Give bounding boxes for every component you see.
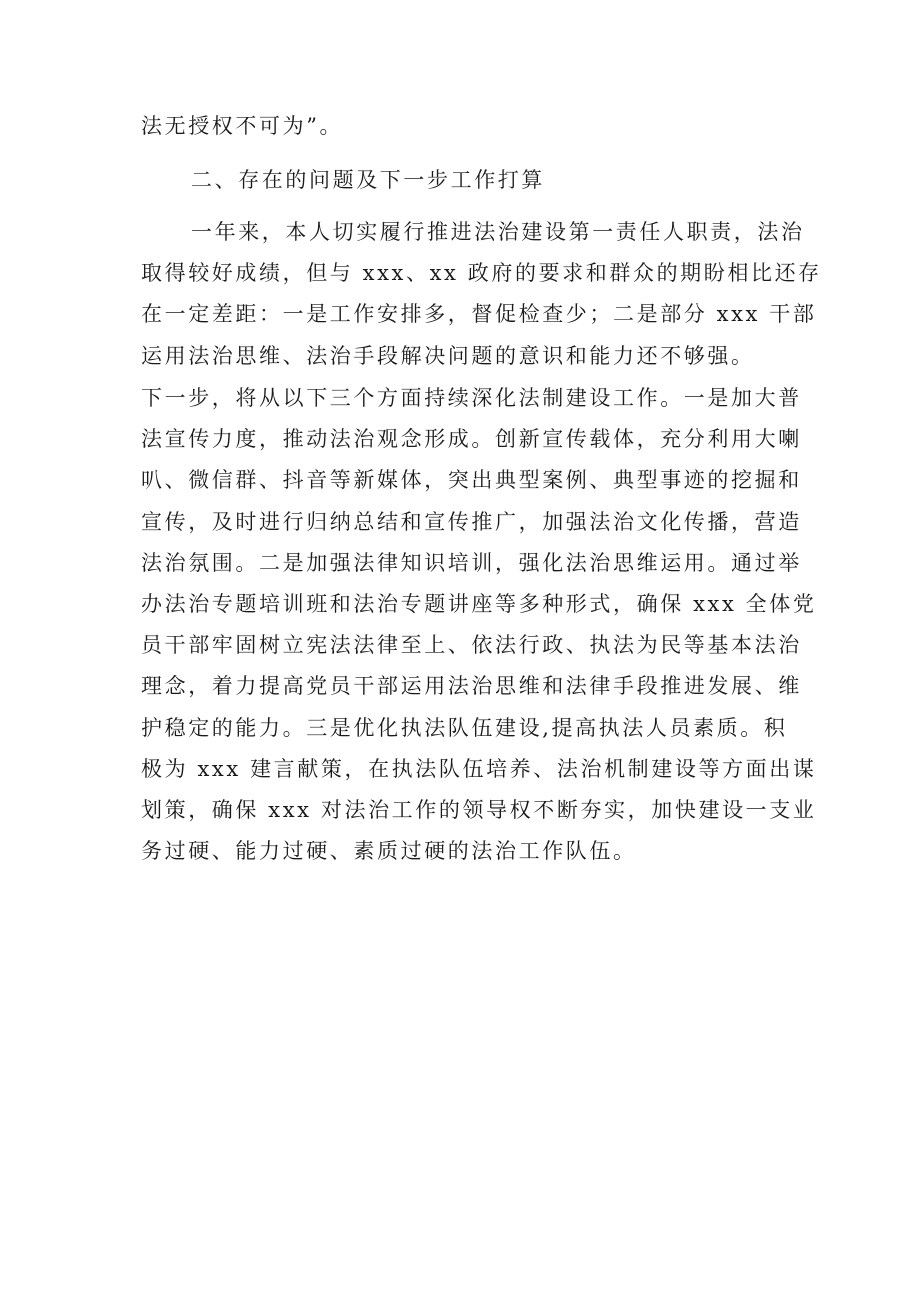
text-line: 在一定差距：一是工作安排多，督促检查少；二是部分 xxx 干部 [141, 302, 817, 327]
text-line: 护稳定的能力。三是优化执法队伍建设,提高执法人员素质。积 [141, 715, 788, 740]
text-line: 划策，确保 xxx 对法治工作的领导权不断夯实，加快建设一支业 [141, 797, 817, 822]
text-line: 法治氛围。二是加强法律知识培训，强化法治思维运用。通过举 [141, 550, 802, 575]
text-line: 极为 xxx 建言献策，在执法队伍培养、法治机制建设等方面出谋 [141, 756, 817, 781]
paragraph-next-steps [141, 378, 817, 872]
text-line: 一年来，本人切实履行推进法治建设第一责任人职责，法治 [191, 220, 805, 244]
heading-line: 二、存在的问题及下一步工作打算 [191, 168, 545, 192]
paragraph-problems [141, 212, 822, 377]
text-line: 办法治专题培训班和法治专题讲座等多种形式，确保 xxx 全体党 [141, 591, 817, 616]
section-heading [141, 160, 786, 201]
text-line: 法无授权不可为”。 [141, 114, 344, 138]
text-line: 下一步，将从以下三个方面持续深化法制建设工作。一是加大普 [141, 386, 802, 410]
text-line: 宣传，及时进行归纳总结和宣传推广，加强法治文化传播，营造 [141, 509, 802, 534]
text-line: 理念，着力提高党员干部运用法治思维和法律手段推进发展、维 [141, 674, 802, 699]
text-line: 运用法治思维、法治手段解决问题的意识和能力还不够强。 [141, 343, 755, 368]
text-line: 务过硬、能力过硬、素质过硬的法治工作队伍。 [141, 839, 637, 864]
text-line: 法宣传力度，推动法治观念形成。创新宣传载体，充分利用大喇 [141, 427, 802, 452]
paragraph-continuation [141, 106, 786, 147]
text-line: 取得较好成绩，但与 xxx、xx 政府的要求和群众的期盼相比还存 [141, 261, 822, 286]
text-line: 员干部牢固树立宪法法律至上、依法行政、执法为民等基本法治 [141, 633, 802, 658]
text-line: 叭、微信群、抖音等新媒体，突出典型案例、典型事迹的挖掘和 [141, 468, 802, 493]
